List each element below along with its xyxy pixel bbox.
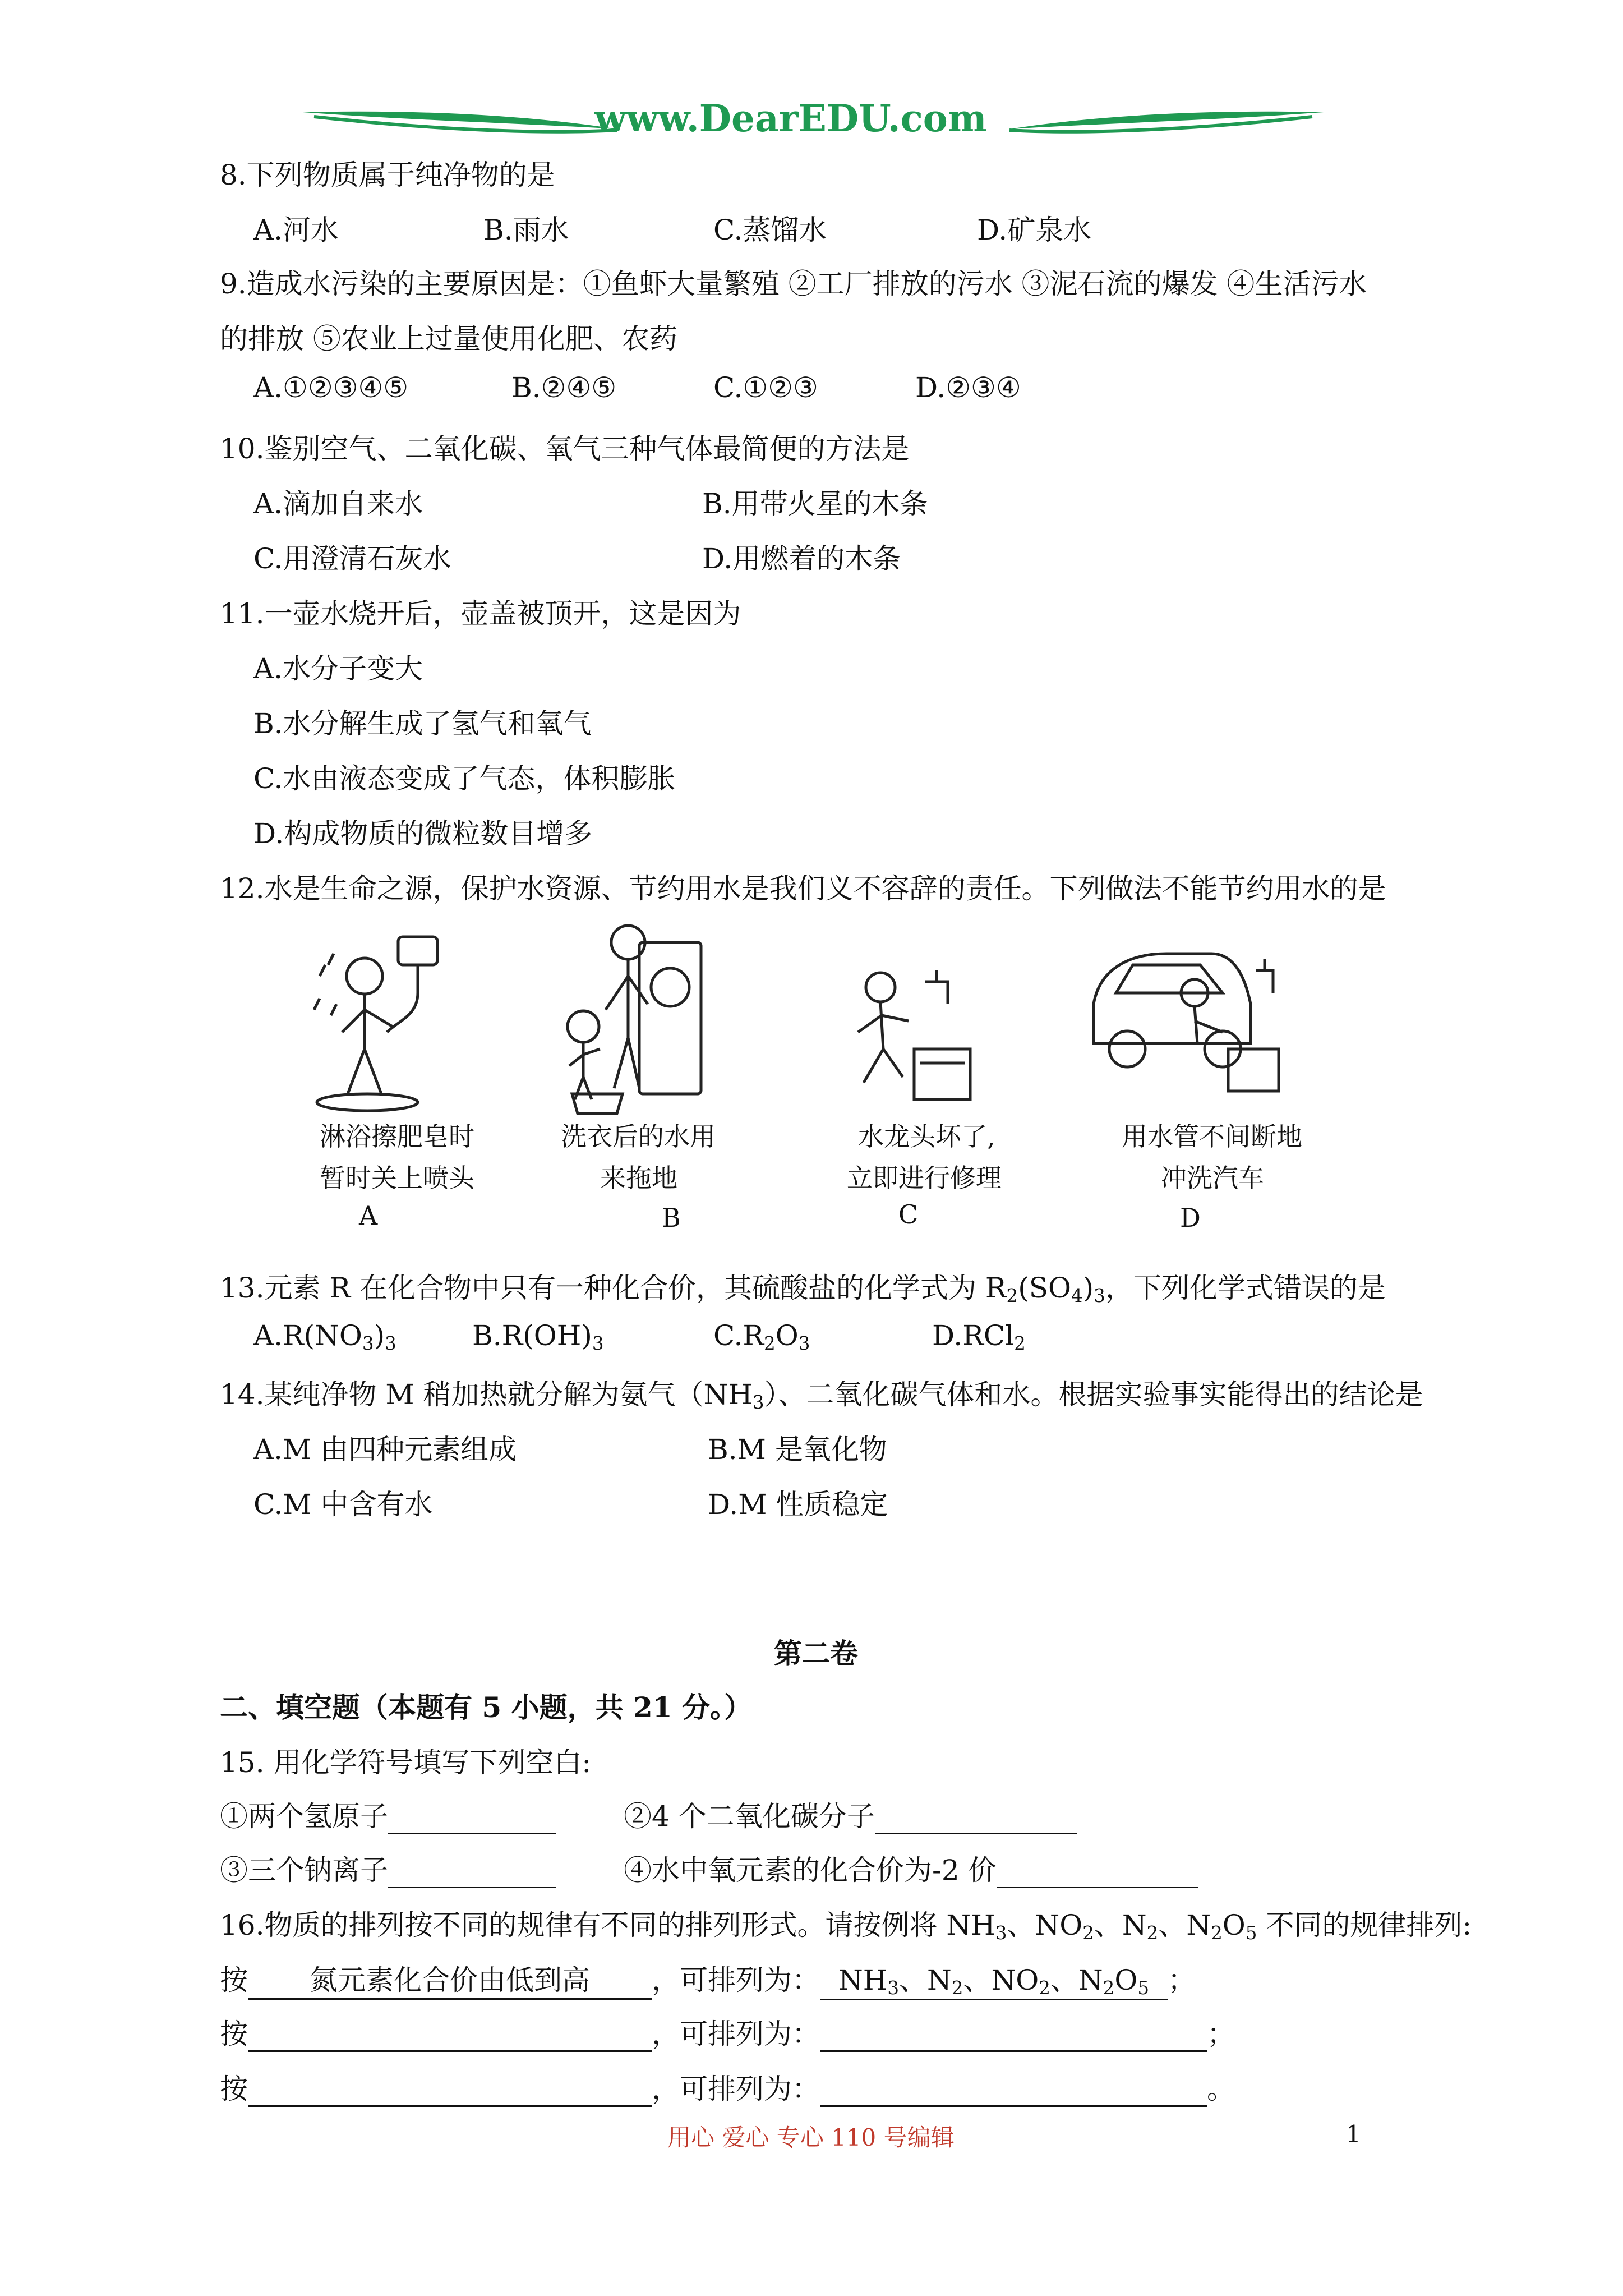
- q12-pic-d-line1: 用水管不间断地: [1122, 1121, 1302, 1152]
- q12-pic-d-line2: 冲洗汽车: [1161, 1163, 1264, 1193]
- q16-example-line: 按 氮元素化合价由低到高 ，可排列为： $NH_3$、$N_2$、$NO_2$、$N_2O_5$ ；: [220, 1958, 1196, 2000]
- q16-example-answer: $NH_3$、$N_2$、$NO_2$、$N_2O_5$: [820, 1958, 1168, 2000]
- q11-stem: 11.一壶水烧开后，壶盖被顶开，这是因为: [220, 597, 741, 630]
- q12-pic-a-letter: A: [359, 1200, 378, 1231]
- q12-stem: 12.水是生命之源，保护水资源、节约用水是我们义不容辞的责任。下列做法不能节约用水的是: [220, 872, 1386, 905]
- footer-editor: 用心 爱心 专心 110 号编辑: [667, 2124, 955, 2151]
- car-wash-illustration: [1082, 931, 1284, 1099]
- q15-item-4: ④水中氧元素的化合价为-2 价: [624, 1848, 1198, 1888]
- q15-blank-3[interactable]: [388, 1861, 556, 1888]
- q9-option-b: B.②④⑤: [511, 371, 617, 404]
- q15-stem: 15. 用化学符号填写下列空白:: [220, 1746, 592, 1779]
- q10-option-a: A.滴加自来水: [253, 487, 423, 520]
- q13-option-d: D.RCl$_2$: [932, 1319, 1026, 1355]
- q15-item-2: ②4 个二氧化碳分子: [624, 1794, 1077, 1834]
- q12-pic-a-line1: 淋浴擦肥皂时: [320, 1121, 474, 1152]
- faucet-repair-illustration: [841, 965, 976, 1111]
- q10-option-b: B.用带火星的木条: [702, 487, 928, 520]
- q16-answer-blank-2[interactable]: [820, 2024, 1207, 2052]
- q16-line-2: 按 ，可排列为： ；: [220, 2012, 1235, 2052]
- q12-pic-b-line2: 来拖地: [600, 1163, 677, 1193]
- q13-option-b: $B.R(OH)_3$: [472, 1319, 604, 1355]
- q15-item-1: ①两个氢原子: [220, 1794, 556, 1834]
- q9-option-d: D.②③④: [915, 371, 1021, 404]
- q9-option-c: C.①②③: [713, 371, 818, 404]
- footer-page-number: 1: [1346, 2120, 1361, 2148]
- q13-option-c: $C.R_2O_3$: [713, 1319, 810, 1355]
- q16-answer-blank-3[interactable]: [820, 2079, 1207, 2107]
- q10-stem: 10.鉴别空气、二氧化碳、氧气三种气体最简便的方法是: [220, 432, 910, 465]
- header-site: www.DearEDU.com: [594, 96, 987, 140]
- q14-option-d: D.M 性质稳定: [708, 1488, 888, 1521]
- q12-pic-a-line2: 暂时关上喷头: [320, 1163, 474, 1193]
- laundry-illustration: [555, 920, 718, 1116]
- q9-option-a: A.①②③④⑤: [253, 371, 409, 404]
- q11-option-c: C.水由液态变成了气态，体积膨胀: [253, 762, 676, 795]
- q12-pic-b-letter: B: [662, 1203, 681, 1233]
- q9-stem-line1: 9.造成水污染的主要原因是：①鱼虾大量繁殖 ②工厂排放的污水 ③泥石流的爆发 ④生活污水: [220, 268, 1367, 300]
- q12-pic-c-line2: 立即进行修理: [847, 1163, 1002, 1193]
- q11-option-d: D.构成物质的微粒数目增多: [253, 817, 593, 850]
- part2-section: 二、填空题（本题有 5 小题，共 21 分。）: [220, 1691, 752, 1724]
- q15-blank-4[interactable]: [997, 1861, 1198, 1888]
- q16-stem: 16.物质的排列按不同的规律有不同的排列形式。请按例将 $NH_3$、$NO_2$、$N_2$、$N_2O_5$ 不同的规律排列:: [220, 1909, 1472, 1944]
- q13-option-a: $A.R(NO_3)_3$: [253, 1319, 396, 1355]
- q8-option-a: A.河水: [253, 214, 339, 246]
- q16-line-3: 按 ，可排列为： 。: [220, 2067, 1235, 2107]
- q13-stem-suffix: ，下列化学式错误的是: [1105, 1272, 1386, 1304]
- q9-stem-line2: 的排放 ⑤农业上过量使用化肥、农药: [220, 323, 677, 355]
- q14-option-b: B.M 是氧化物: [708, 1433, 887, 1466]
- q16-rule-blank-3[interactable]: [248, 2079, 652, 2107]
- q12-pic-c-letter: C: [898, 1199, 919, 1230]
- q12-pic-b-line1: 洗衣后的水用: [561, 1121, 716, 1152]
- q13-stem-prefix: 13.元素 R 在化合物中只有一种化合价，其硫酸盐的化学式为 R: [220, 1272, 1007, 1304]
- q15-blank-2[interactable]: [875, 1807, 1077, 1834]
- q8-option-b: B.雨水: [483, 214, 569, 246]
- q11-option-b: B.水分解生成了氢气和氧气: [253, 707, 592, 740]
- q8-stem: 8.下列物质属于纯净物的是: [220, 159, 555, 191]
- q14-stem: 14.某纯净物 M 稍加热就分解为氨气$(NH_3)$、二氧化碳气体和水。根据实验事实能得出的结论是: [220, 1378, 1423, 1414]
- q15-blank-1[interactable]: [388, 1807, 556, 1834]
- q8-option-d: D.矿泉水: [977, 214, 1092, 246]
- q12-pic-c-line1: 水龙头坏了,: [858, 1121, 995, 1152]
- q16-example-rule: 氮元素化合价由低到高: [248, 1958, 652, 2000]
- part2-title: 第二卷: [774, 1637, 858, 1670]
- q10-option-d: D.用燃着的木条: [702, 542, 901, 575]
- q14-option-c: C.M 中含有水: [253, 1488, 433, 1521]
- q16-rule-blank-2[interactable]: [248, 2024, 652, 2052]
- q14-option-a: A.M 由四种元素组成: [253, 1433, 517, 1466]
- q12-pic-d-letter: D: [1180, 1203, 1201, 1233]
- q11-option-a: A.水分子变大: [253, 652, 423, 685]
- q10-option-c: C.用澄清石灰水: [253, 542, 451, 575]
- shower-illustration: [303, 926, 460, 1116]
- q8-option-c: C.蒸馏水: [713, 214, 827, 246]
- q15-item-3: ③三个钠离子: [220, 1848, 556, 1888]
- q13-stem: 13.元素 R 在化合物中只有一种化合价，其硫酸盐的化学式为 $R_2(SO_4)_3$，下列化学式错误的是: [220, 1272, 1386, 1307]
